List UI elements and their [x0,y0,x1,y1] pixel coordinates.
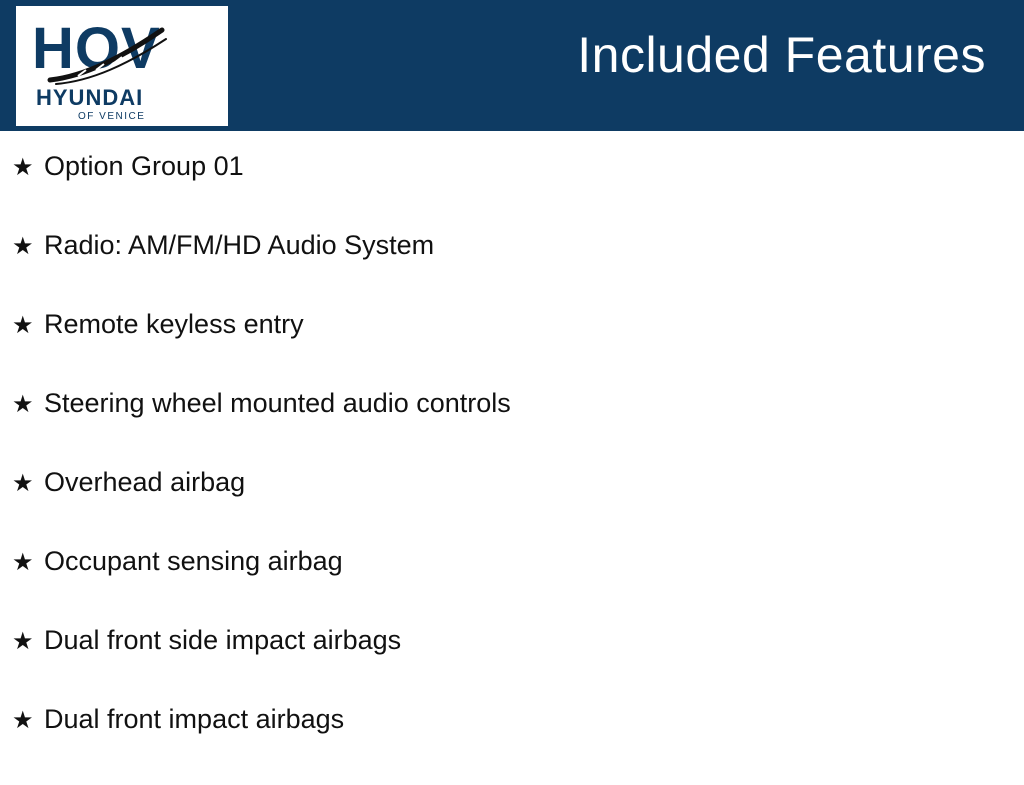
hov-logo-graphic [16,6,228,126]
star-icon: ★ [12,470,34,497]
page-title: Included Features [577,27,986,83]
svg-text:HOV: HOV [32,16,161,81]
list-item [0,706,1024,785]
list-item [0,232,1024,311]
list-item [0,153,1024,232]
feature-label: Option Group 01 [44,151,244,181]
star-icon: ★ [12,233,34,260]
slide-header [0,0,1024,131]
list-item [0,548,1024,627]
list-item [0,311,1024,390]
svg-text:OF VENICE: OF VENICE [78,111,146,122]
feature-label: Overhead airbag [44,467,246,497]
feature-label: Dual front impact airbags [44,704,345,734]
feature-label: Remote keyless entry [44,309,304,339]
star-icon: ★ [12,391,34,418]
feature-label: Dual front side impact airbags [44,625,402,655]
svg-text:HYUNDAI: HYUNDAI [36,85,144,110]
list-item [0,469,1024,548]
dealer-logo [16,6,228,126]
feature-label: Radio: AM/FM/HD Audio System [44,230,435,260]
star-icon: ★ [12,312,34,339]
star-icon: ★ [12,628,34,655]
list-item [0,390,1024,469]
list-item [0,627,1024,706]
star-icon: ★ [12,154,34,181]
star-icon: ★ [12,549,34,576]
included-features-list [0,131,1024,768]
star-icon: ★ [12,707,34,734]
feature-label: Steering wheel mounted audio controls [44,388,511,418]
feature-label: Occupant sensing airbag [44,546,343,576]
